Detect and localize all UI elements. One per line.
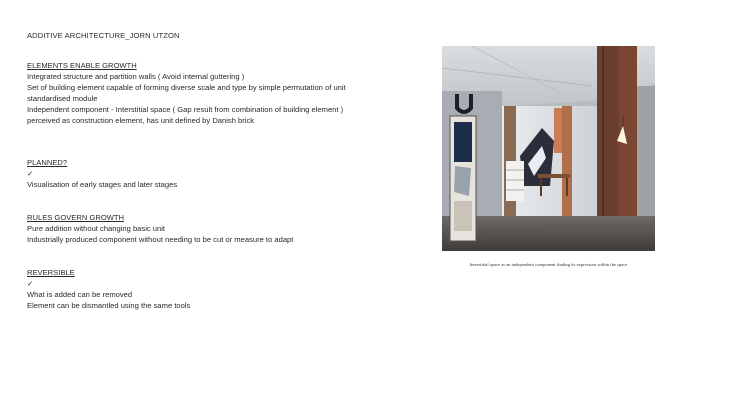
section-reversible (27, 268, 372, 312)
section-line: Pure addition without changing basic unit (27, 223, 166, 233)
section-heading: ELEMENTS ENABLE GROWTH (27, 61, 137, 70)
section-rules-govern-growth (27, 213, 372, 246)
section-line: Independent component - Interstitial space ( Gap result from combination of building element ) perceived as construction element, has unit defined by Danish brick (27, 104, 344, 125)
section-line: Industrially produced component without needing to be cut or measure to adapt (27, 234, 294, 244)
section-line: Visualisation of early stages and later stages (27, 179, 178, 189)
section-heading: REVERSIBLE (27, 268, 75, 277)
section-line: Integrated structure and partition walls ( Avoid internal guttering ) (27, 71, 245, 81)
section-line: Element can be dismantled using the same tools (27, 300, 191, 310)
check-mark: ✓ (27, 168, 34, 178)
figure-caption: Interstitial space as an independent component finding its expression within the space (469, 262, 628, 267)
interior-photo-illustration (442, 46, 655, 251)
section-line: What is added can be removed (27, 289, 133, 299)
section-line: standardised module (27, 93, 98, 103)
section-heading: PLANNED? (27, 158, 68, 167)
page-title: ADDITIVE ARCHITECTURE_JORN UTZON (27, 31, 180, 40)
interior-photo (442, 46, 655, 251)
check-mark: ✓ (27, 278, 34, 288)
section-elements-enable-growth (27, 61, 372, 126)
section-heading: RULES GOVERN GROWTH (27, 213, 125, 222)
section-line: Set of building element capable of forming diverse scale and type by simple permutation of unit (27, 82, 346, 92)
section-planned (27, 158, 372, 191)
